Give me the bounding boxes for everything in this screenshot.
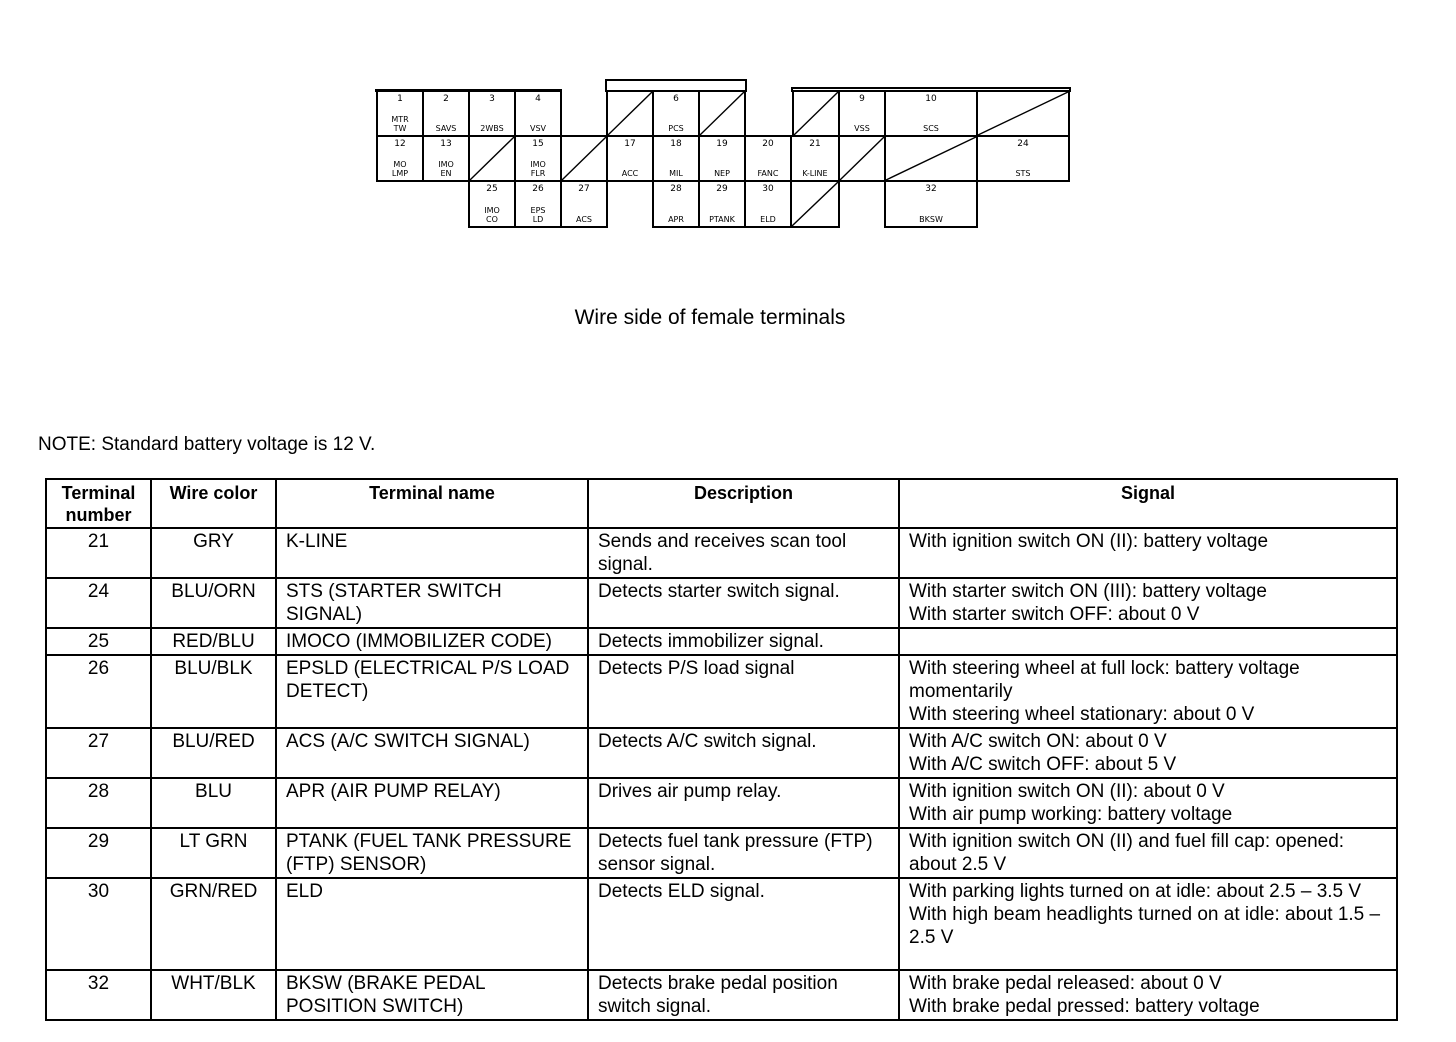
terminal-cell-21 [790, 135, 840, 182]
terminal-cell-24 [976, 135, 1070, 182]
terminal-number: 4 [535, 94, 541, 104]
terminal-cell-empty [560, 135, 608, 182]
terminal-cell-17 [606, 135, 654, 182]
terminal-cell-15 [514, 135, 562, 182]
terminal-number: 18 [670, 139, 682, 149]
terminal-label: SCS [923, 124, 939, 133]
terminal-label: IMO EN [438, 160, 454, 178]
description: Sends and receives scan tool signal. [588, 528, 899, 578]
description: Drives air pump relay. [588, 778, 899, 828]
terminal-cell-empty [884, 135, 978, 182]
description: Detects fuel tank pressure (FTP) sensor signal. [588, 828, 899, 878]
signal: With A/C switch ON: about 0 V With A/C switch OFF: about 5 V [899, 728, 1397, 778]
terminal-number: 12 [394, 139, 406, 149]
terminal-name: BKSW (BRAKE PEDAL POSITION SWITCH) [276, 970, 588, 1020]
voltage-note: NOTE: Standard battery voltage is 12 V. [38, 434, 376, 455]
header-terminal-name: Terminal name [276, 479, 588, 528]
terminal-name: ELD [276, 878, 588, 970]
wire-color: BLU/ORN [151, 578, 276, 628]
terminal-number: 21 [46, 528, 151, 578]
terminal-label: ELD [760, 215, 776, 224]
wire-color: BLU/BLK [151, 655, 276, 728]
terminal-label: APR [668, 215, 684, 224]
terminal-number: 10 [925, 94, 937, 104]
terminal-cell-empty [976, 90, 1070, 137]
terminal-cell-13 [422, 135, 470, 182]
terminal-number: 32 [925, 184, 937, 194]
terminal-label: PCS [668, 124, 684, 133]
signal: With ignition switch ON (II): battery voltage [899, 528, 1397, 578]
terminal-name: APR (AIR PUMP RELAY) [276, 778, 588, 828]
terminal-number: 32 [46, 970, 151, 1020]
terminal-name: STS (STARTER SWITCH SIGNAL) [276, 578, 588, 628]
signal: With ignition switch ON (II) and fuel fill cap: opened: about 2.5 V [899, 828, 1397, 878]
terminal-number: 26 [532, 184, 544, 194]
terminal-label: ACS [576, 215, 592, 224]
terminal-cell-1 [376, 90, 424, 137]
terminal-number: 30 [46, 878, 151, 970]
terminal-number: 30 [762, 184, 774, 194]
terminal-label: IMO CO [484, 206, 500, 224]
terminal-cell-empty [468, 135, 516, 182]
terminal-number: 17 [624, 139, 636, 149]
signal: With ignition switch ON (II): about 0 V With air pump working: battery voltage [899, 778, 1397, 828]
terminal-number: 19 [716, 139, 728, 149]
table-row [46, 970, 1397, 1020]
table-header-row [46, 479, 1397, 528]
terminal-label: MO LMP [391, 160, 409, 178]
terminal-number: 9 [859, 94, 865, 104]
wire-color: RED/BLU [151, 628, 276, 655]
description: Detects brake pedal position switch signal. [588, 970, 899, 1020]
terminal-label: IMO FLR [530, 160, 546, 178]
terminal-label: EPS LD [530, 206, 546, 224]
description: Detects ELD signal. [588, 878, 899, 970]
terminal-cell-26 [514, 180, 562, 228]
terminal-cell-3 [468, 90, 516, 137]
terminal-label: PTANK [709, 215, 735, 224]
terminal-label: FANC [757, 169, 779, 178]
terminal-label: MIL [669, 169, 683, 178]
terminal-label: NEP [714, 169, 730, 178]
terminal-cell-empty [606, 90, 654, 137]
connector-diagram [0, 0, 1456, 240]
terminal-label: ACC [621, 169, 639, 178]
wire-color: LT GRN [151, 828, 276, 878]
terminal-cell-20 [744, 135, 792, 182]
terminal-number: 2 [443, 94, 449, 104]
wire-color: BLU [151, 778, 276, 828]
terminal-cell-18 [652, 135, 700, 182]
terminal-name: PTANK (FUEL TANK PRESSURE (FTP) SENSOR) [276, 828, 588, 878]
terminal-number: 24 [46, 578, 151, 628]
description: Detects P/S load signal [588, 655, 899, 728]
table-row [46, 578, 1397, 628]
terminal-cell-32 [884, 180, 978, 228]
terminal-number: 15 [532, 139, 544, 149]
terminal-number: 13 [440, 139, 452, 149]
header-wire-color: Wire color [151, 479, 276, 528]
description: Detects A/C switch signal. [588, 728, 899, 778]
terminal-table [45, 478, 1398, 1021]
terminal-number: 21 [809, 139, 821, 149]
terminal-number: 25 [486, 184, 498, 194]
terminal-label: SAVS [435, 124, 457, 133]
wire-color: GRN/RED [151, 878, 276, 970]
terminal-label: 2WBS [480, 124, 504, 133]
terminal-number: 26 [46, 655, 151, 728]
terminal-name: EPSLD (ELECTRICAL P/S LOAD DETECT) [276, 655, 588, 728]
signal: With steering wheel at full lock: battery voltage momentarily With steering wheel stationary: about 0 V [899, 655, 1397, 728]
terminal-label: MTR TW [391, 115, 409, 133]
table-row [46, 728, 1397, 778]
terminal-number: 24 [1017, 139, 1029, 149]
terminal-cell-empty [792, 90, 840, 137]
terminal-cell-12 [376, 135, 424, 182]
terminal-cell-19 [698, 135, 746, 182]
terminal-cell-empty [698, 90, 746, 137]
table-row [46, 828, 1397, 878]
terminal-label: STS [1015, 169, 1031, 178]
header-description: Description [588, 479, 899, 528]
table-row [46, 778, 1397, 828]
signal: With brake pedal released: about 0 V With brake pedal pressed: battery voltage [899, 970, 1397, 1020]
table-row [46, 528, 1397, 578]
table-row [46, 628, 1397, 655]
terminal-number: 28 [46, 778, 151, 828]
signal: With parking lights turned on at idle: about 2.5 – 3.5 V With high beam headlights turned on at idle: about 1.5 – 2.5 V [899, 878, 1397, 970]
terminal-cell-27 [560, 180, 608, 228]
table-row [46, 878, 1397, 970]
terminal-number: 29 [46, 828, 151, 878]
terminal-number: 29 [716, 184, 728, 194]
wire-color: BLU/RED [151, 728, 276, 778]
terminal-number: 25 [46, 628, 151, 655]
header-signal: Signal [899, 479, 1397, 528]
terminal-cell-empty [838, 135, 886, 182]
terminal-label: VSS [854, 124, 870, 133]
terminal-number: 3 [489, 94, 495, 104]
description: Detects immobilizer signal. [588, 628, 899, 655]
terminal-number: 28 [670, 184, 682, 194]
terminal-cell-29 [698, 180, 746, 228]
terminal-number: 6 [673, 94, 679, 104]
signal [899, 628, 1397, 655]
terminal-cell-9 [838, 90, 886, 137]
terminal-number: 27 [46, 728, 151, 778]
terminal-label: K-LINE [802, 169, 828, 178]
signal: With starter switch ON (III): battery voltage With starter switch OFF: about 0 V [899, 578, 1397, 628]
terminal-cell-4 [514, 90, 562, 137]
terminal-number: 1 [397, 94, 403, 104]
wire-color: GRY [151, 528, 276, 578]
terminal-name: IMOCO (IMMOBILIZER CODE) [276, 628, 588, 655]
terminal-label: VSV [529, 124, 547, 133]
terminal-cell-10 [884, 90, 978, 137]
terminal-cell-28 [652, 180, 700, 228]
terminal-label: BKSW [919, 215, 943, 224]
terminal-name: K-LINE [276, 528, 588, 578]
diagram-caption: Wire side of female terminals [574, 306, 846, 329]
terminal-number: 27 [578, 184, 590, 194]
terminal-cell-25 [468, 180, 516, 228]
terminal-cell-30 [744, 180, 792, 228]
terminal-cell-empty [790, 180, 840, 228]
description: Detects starter switch signal. [588, 578, 899, 628]
terminal-number: 20 [762, 139, 774, 149]
terminal-cell-6 [652, 90, 700, 137]
header-terminal-number: Terminal number [46, 479, 151, 528]
terminal-name: ACS (A/C SWITCH SIGNAL) [276, 728, 588, 778]
table-row [46, 655, 1397, 728]
wire-color: WHT/BLK [151, 970, 276, 1020]
terminal-cell-2 [422, 90, 470, 137]
